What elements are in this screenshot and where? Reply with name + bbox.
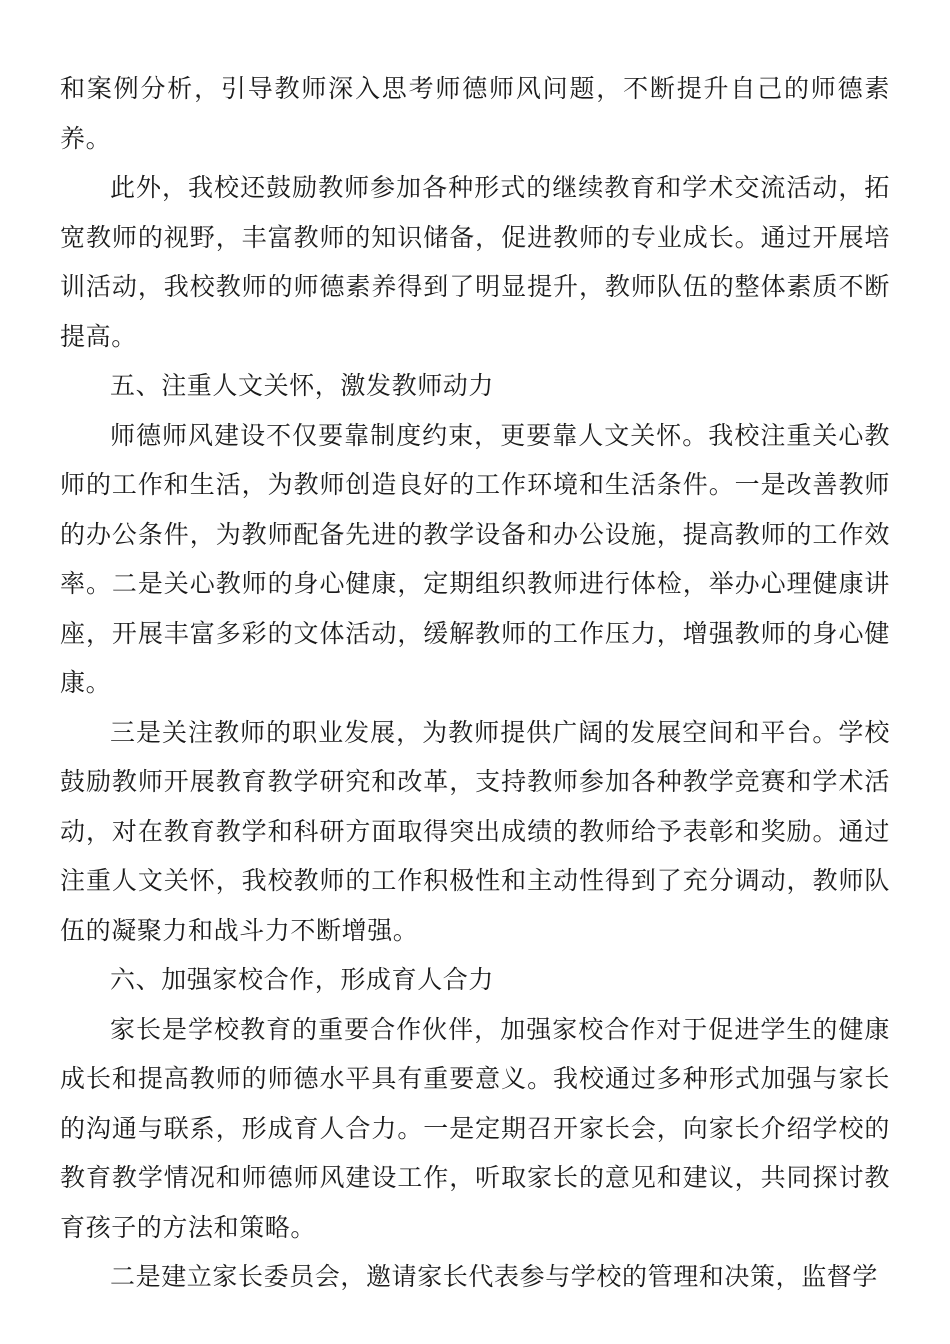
paragraph-continuation: 和案例分析，引导教师深入思考师德师风问题，不断提升自己的师德素养。 [60,74,890,153]
paragraph-training-outcome: 此外，我校还鼓励教师参加各种形式的继续教育和学术交流活动，拓宽教师的视野，丰富教师的知识储备，促进教师的专业成长。通过开展培训活动，我校教师的师德素养得到了明显提升，教师队伍的整体素质不断提高。 [60,173,890,351]
paragraph-career-development: 三是关注教师的职业发展，为教师提供广阔的发展空间和平台。学校鼓励教师开展教育教学研究和改革，支持教师参加各种教学竞赛和学术活动，对在教育教学和科研方面取得突出成绩的教师给予表彰和奖励。通过注重人文关怀，我校教师的工作积极性和主动性得到了充分调动，教师队伍的凝聚力和战斗力不断增强。 [60,717,890,945]
paragraph-humanistic-care: 师德师风建设不仅要靠制度约束，更要靠人文关怀。我校注重关心教师的工作和生活，为教师创造良好的工作环境和生活条件。一是改善教师的办公条件，为教师配备先进的教学设备和办公设施，提高教师的工作效率。二是关心教师的身心健康，定期组织教师进行体检，举办心理健康讲座，开展丰富多彩的文体活动，缓解教师的工作压力，增强教师的身心健康。 [60,420,890,697]
section-heading-five: 五、注重人文关怀，激发教师动力 [110,371,495,400]
paragraph-home-school: 家长是学校教育的重要合作伙伴，加强家校合作对于促进学生的健康成长和提高教师的师德水平具有重要意义。我校通过多种形式加强与家长的沟通与联系，形成育人合力。一是定期召开家长会，向家长介绍学校的教育教学情况和师德师风建设工作，听取家长的意见和建议，共同探讨教育孩子的方法和策略。 [60,1014,890,1242]
section-heading-six: 六、加强家校合作，形成育人合力 [110,965,495,994]
paragraph-parent-committee: 二是建立家长委员会，邀请家长代表参与学校的管理和决策，监督学 [110,1262,879,1291]
document-body [60,64,890,1302]
